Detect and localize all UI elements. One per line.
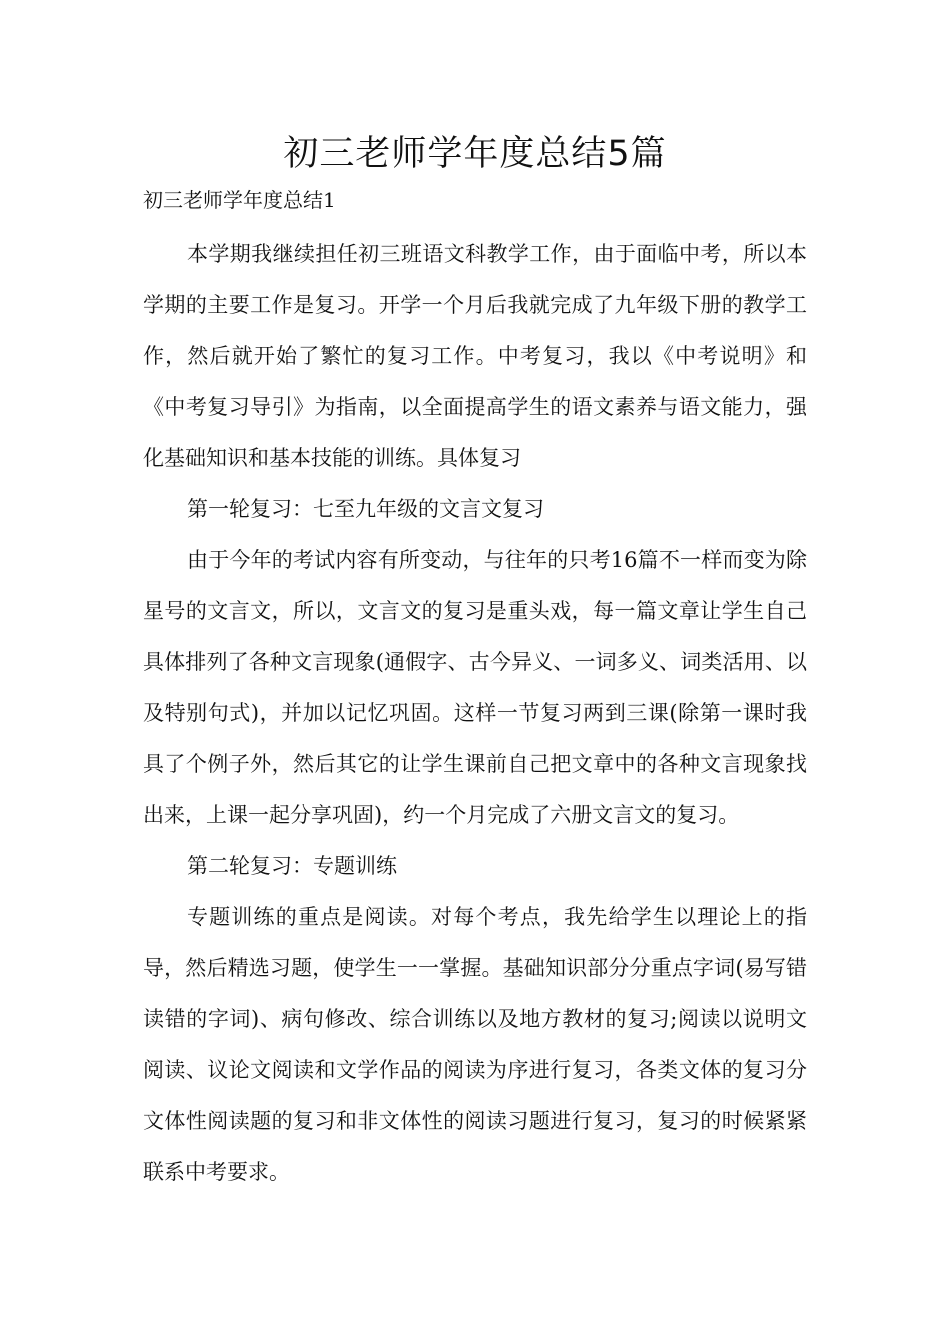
- document-body: [143, 229, 807, 1198]
- section-heading: 初三老师学年度总结1: [143, 188, 336, 212]
- paragraph-classical-chinese: 由于今年的考试内容有所变动，与往年的只考16篇不一样而变为除星号的文言文，所以，文言文的复习是重头戏，每一篇文章让学生自己具体排列了各种文言现象(通假字、古今异义、一词多义、词类活用、以及特别句式)，并加以记忆巩固。这样一节复习两到三课(除第一课时我具了个例子外，然后其它的让学生课前自己把文章中的各种文言现象找出来，上课一起分享巩固)，约一个月完成了六册文言文的复习。: [143, 548, 807, 827]
- paragraph-second-round-heading: 第二轮复习：专题训练: [187, 854, 397, 878]
- paragraph-first-round-heading: 第一轮复习：七至九年级的文言文复习: [187, 497, 544, 521]
- paragraph-topic-training: 专题训练的重点是阅读。对每个考点，我先给学生以理论上的指导，然后精选习题，使学生一一掌握。基础知识部分分重点字词(易写错读错的字词)、病句修改、综合训练以及地方教材的复习;阅读以说明文阅读、议论文阅读和文学作品的阅读为序进行复习，各类文体的复习分文体性阅读题的复习和非文体性的阅读习题进行复习，复习的时候紧紧联系中考要求。: [143, 905, 807, 1184]
- document-title: 初三老师学年度总结5篇: [283, 134, 667, 174]
- paragraph-intro: 本学期我继续担任初三班语文科教学工作，由于面临中考，所以本学期的主要工作是复习。开学一个月后我就完成了九年级下册的教学工作，然后就开始了繁忙的复习工作。中考复习，我以《中考说明》和《中考复习导引》为指南，以全面提高学生的语文素养与语文能力，强化基础知识和基本技能的训练。具体复习: [143, 242, 807, 470]
